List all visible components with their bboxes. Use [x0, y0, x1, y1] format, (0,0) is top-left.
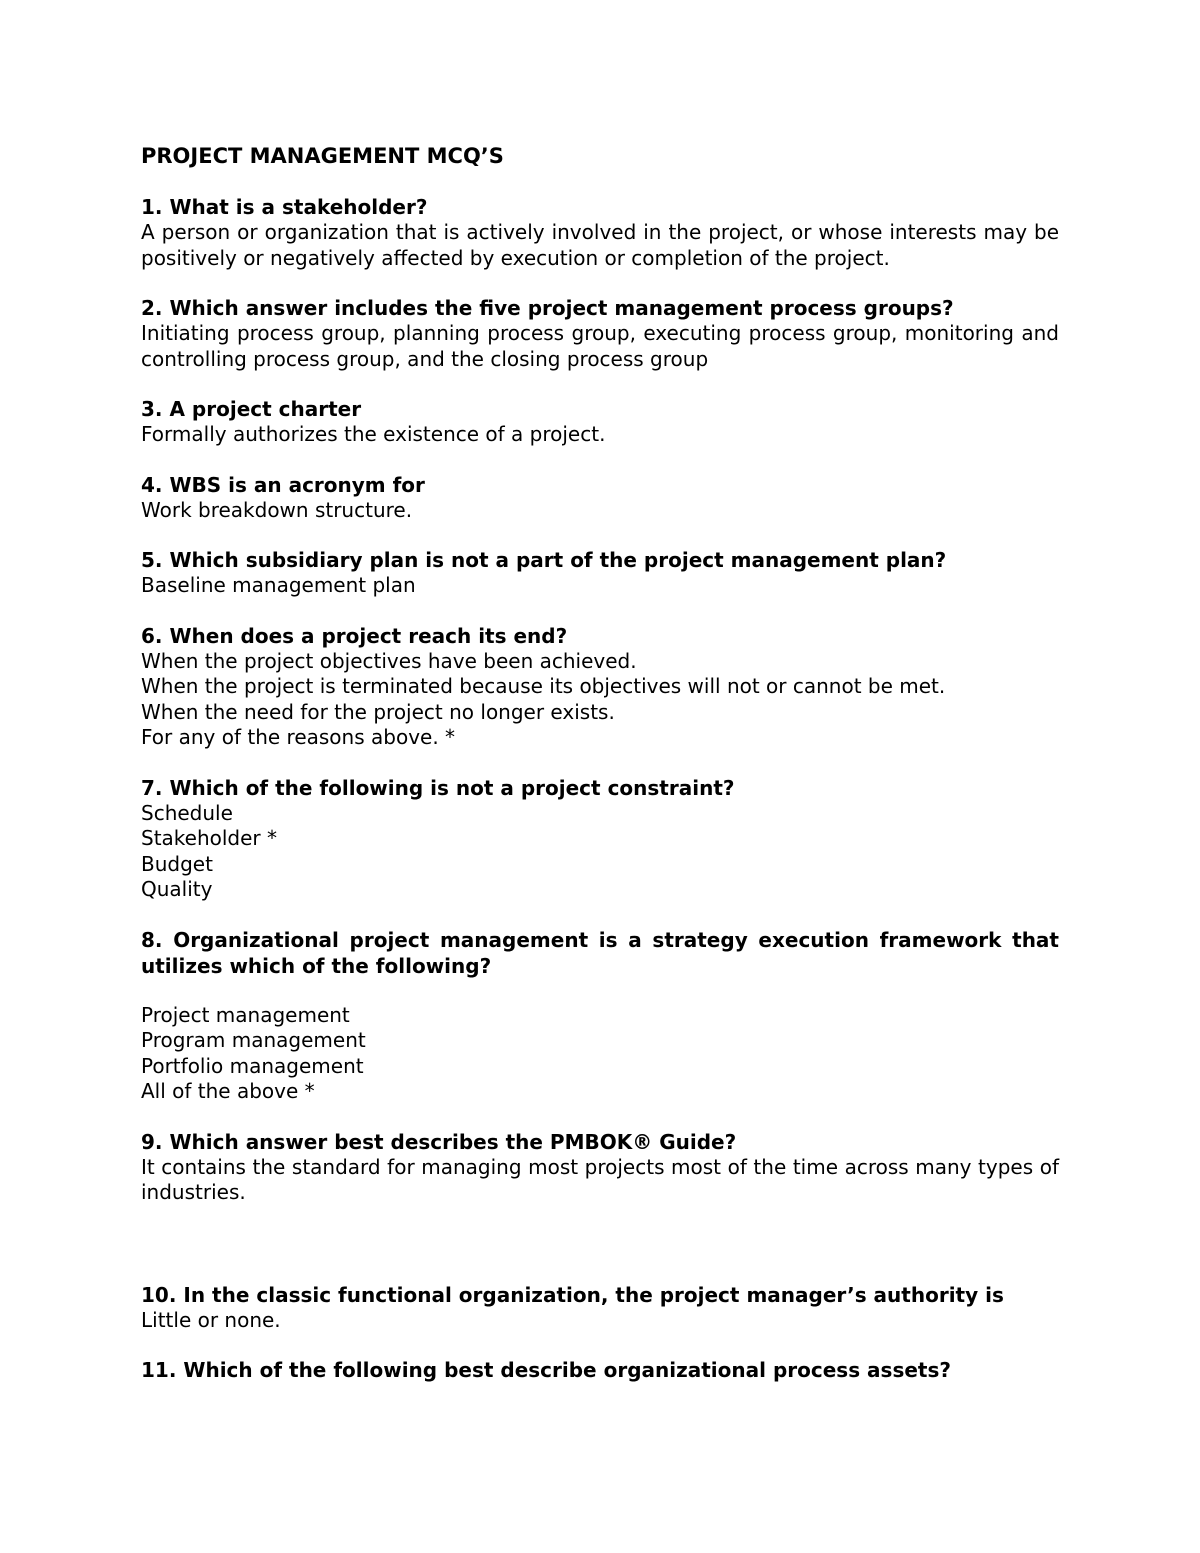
- question-text: 7. Which of the following is not a project constraint?: [141, 775, 735, 800]
- question-block-4: [141, 472, 1059, 524]
- answer-option: When the project objectives have been achieved.: [141, 648, 637, 673]
- answer-option: Portfolio management: [141, 1053, 364, 1078]
- answer-option: Project management: [141, 1002, 350, 1027]
- answer-option: Quality: [141, 877, 213, 901]
- document-page: [141, 140, 1059, 1407]
- answer-option: Program management: [141, 1028, 366, 1052]
- question-text: 6. When does a project reach its end?: [141, 623, 568, 648]
- question-block-10: [141, 1282, 1059, 1334]
- question-text: 9. Which answer best describes the PMBOK® Guide?: [141, 1129, 737, 1154]
- answer-text: Initiating process group, planning process group, executing process group, monitoring and controlling process group, and the closing process group: [141, 321, 1059, 371]
- question-text: 2. Which answer includes the five project management process groups?: [141, 296, 954, 320]
- question-text: 10. In the classic functional organization, the project manager’s authority is: [141, 1282, 1004, 1307]
- question-text: 11. Which of the following best describe organizational process assets?: [141, 1358, 951, 1382]
- question-block-7: [141, 775, 1059, 903]
- question-text: 3. A project charter: [141, 397, 362, 421]
- answer-text: Formally authorizes the existence of a project.: [141, 422, 606, 446]
- answer-option: Stakeholder *: [141, 826, 278, 850]
- question-text: 1. What is a stakeholder?: [141, 195, 428, 219]
- question-text: 4. WBS is an acronym for: [141, 472, 425, 497]
- question-block-8: [141, 927, 1059, 1105]
- answer-text: It contains the standard for managing most projects most of the time across many types of industries.: [141, 1154, 1059, 1204]
- document-title: PROJECT MANAGEMENT MCQ’S: [141, 144, 504, 168]
- question-block-2: [141, 295, 1059, 372]
- answer-option: For any of the reasons above. *: [141, 725, 456, 749]
- question-block-3: [141, 396, 1059, 448]
- question-block-1: [141, 194, 1059, 271]
- question-text: 5. Which subsidiary plan is not a part of the project management plan?: [141, 548, 947, 572]
- question-block-9: [141, 1129, 1059, 1206]
- question-text: 8. Organizational project management is a strategy execution framework that utilizes which of the following?: [141, 927, 1059, 978]
- answer-option: When the need for the project no longer exists.: [141, 699, 615, 724]
- question-block-5: [141, 547, 1059, 599]
- answer-option: Schedule: [141, 800, 233, 825]
- answer-text: Baseline management plan: [141, 573, 416, 597]
- question-block-6: [141, 623, 1059, 751]
- answer-option: Budget: [141, 851, 213, 876]
- answer-option: When the project is terminated because its objectives will not or cannot be met.: [141, 674, 946, 698]
- answer-text: A person or organization that is actively involved in the project, or whose interests may be positively or negatively affected by execution or completion of the project.: [141, 220, 1059, 270]
- answer-text: Work breakdown structure.: [141, 497, 413, 522]
- answer-option: All of the above *: [141, 1079, 315, 1103]
- question-block-11: [141, 1357, 1059, 1383]
- answer-text: Little or none.: [141, 1307, 281, 1332]
